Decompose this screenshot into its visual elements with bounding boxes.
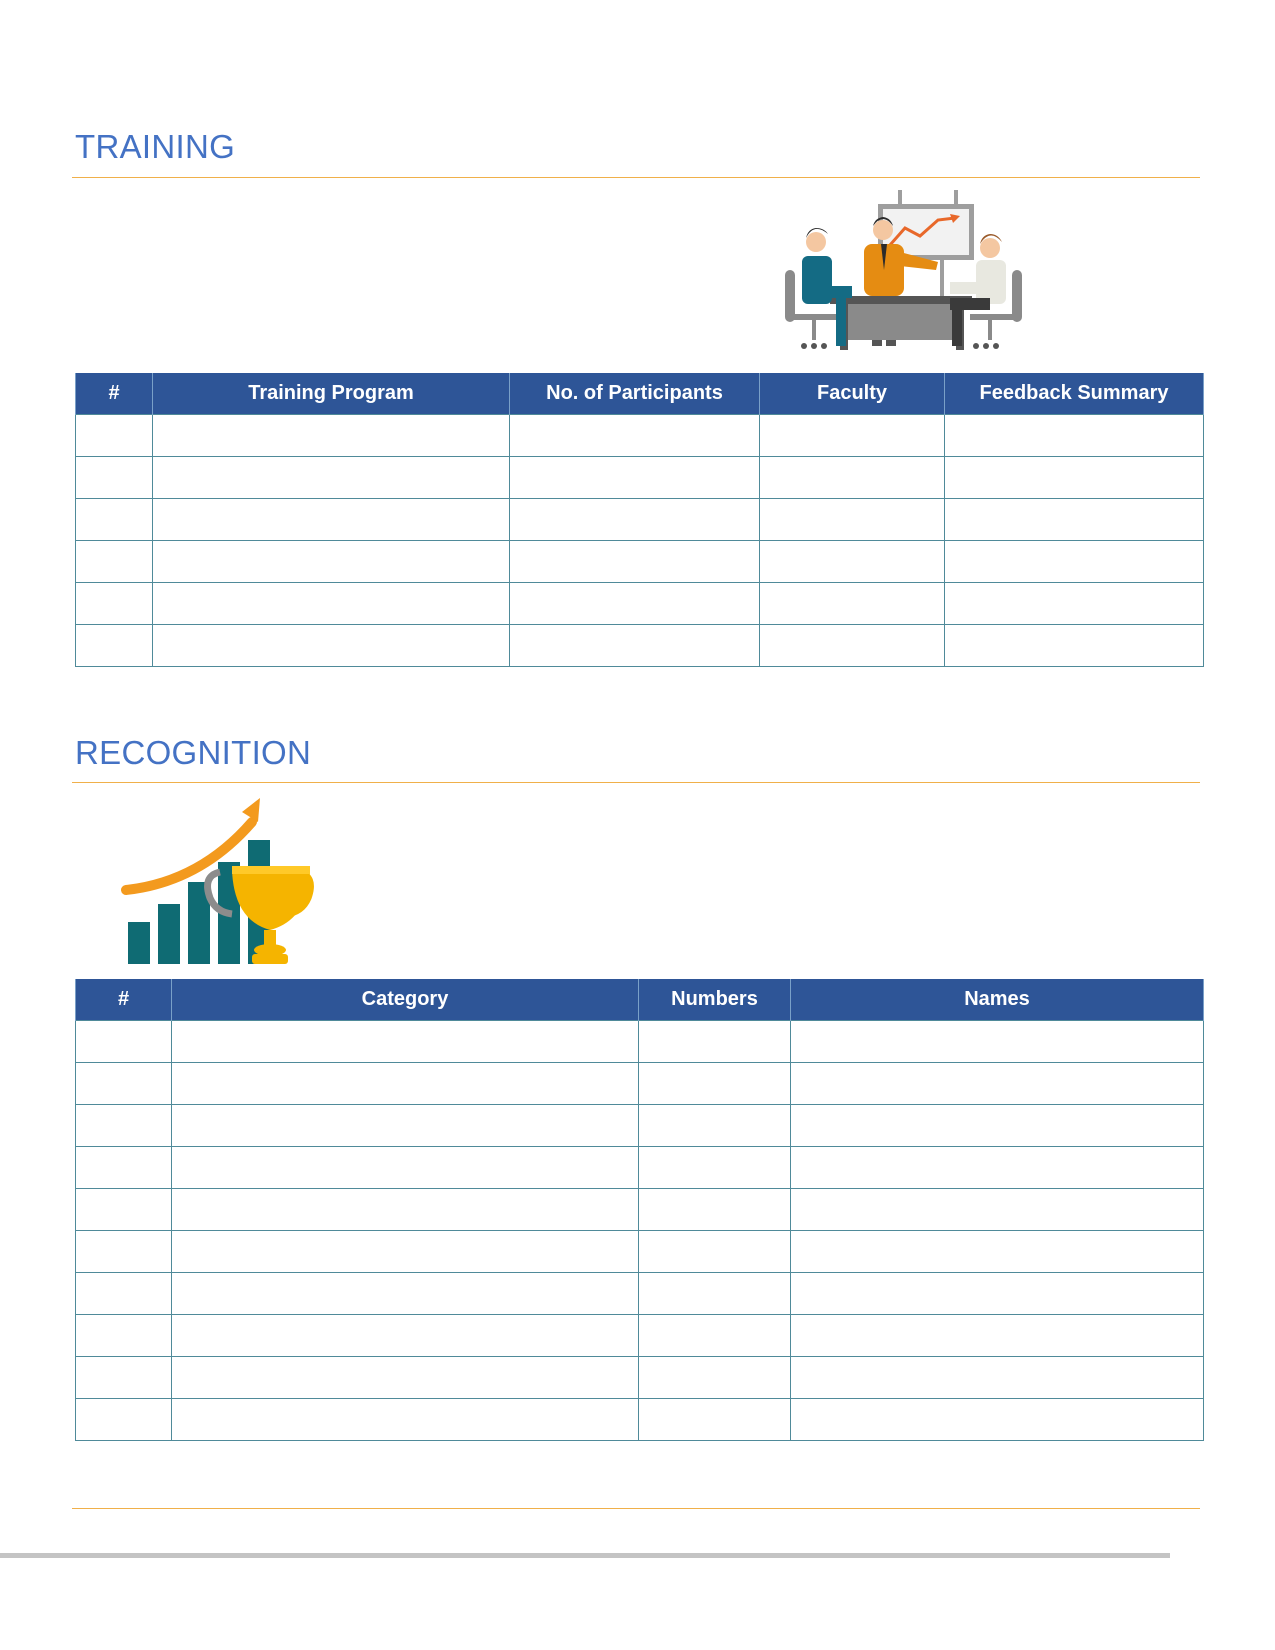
table-cell[interactable] xyxy=(76,1399,172,1441)
table-cell[interactable] xyxy=(791,1147,1204,1189)
training-title: TRAINING xyxy=(75,128,236,165)
table-cell[interactable] xyxy=(760,457,945,499)
table-cell[interactable] xyxy=(639,1147,791,1189)
table-cell[interactable] xyxy=(153,499,510,541)
recognition-table xyxy=(75,979,1204,1441)
table-row xyxy=(76,1273,1204,1315)
table-cell[interactable] xyxy=(639,1105,791,1147)
col-header-training-program: Training Program xyxy=(153,373,510,415)
table-cell[interactable] xyxy=(76,1105,172,1147)
table-cell[interactable] xyxy=(945,541,1204,583)
table-cell[interactable] xyxy=(791,1273,1204,1315)
table-cell[interactable] xyxy=(510,625,760,667)
training-table-header xyxy=(76,373,1204,415)
col-header-participants: No. of Participants xyxy=(510,373,760,415)
trophy-growth-chart-icon xyxy=(120,792,340,967)
table-row xyxy=(76,1105,1204,1147)
table-row xyxy=(76,457,1204,499)
col-header-names: Names xyxy=(791,979,1204,1021)
table-cell[interactable] xyxy=(760,541,945,583)
col-header-category: Category xyxy=(172,979,639,1021)
table-cell[interactable] xyxy=(639,1315,791,1357)
table-cell[interactable] xyxy=(172,1105,639,1147)
table-row xyxy=(76,499,1204,541)
table-cell[interactable] xyxy=(760,415,945,457)
table-cell[interactable] xyxy=(76,1021,172,1063)
table-row xyxy=(76,1063,1204,1105)
recognition-table-header xyxy=(76,979,1204,1021)
table-cell[interactable] xyxy=(510,541,760,583)
table-cell[interactable] xyxy=(639,1357,791,1399)
table-cell[interactable] xyxy=(510,499,760,541)
table-row xyxy=(76,1231,1204,1273)
table-cell[interactable] xyxy=(791,1231,1204,1273)
table-cell[interactable] xyxy=(172,1399,639,1441)
table-cell[interactable] xyxy=(76,1357,172,1399)
col-header-number: # xyxy=(76,979,172,1021)
table-cell[interactable] xyxy=(76,1063,172,1105)
table-cell[interactable] xyxy=(791,1399,1204,1441)
table-cell[interactable] xyxy=(172,1357,639,1399)
table-cell[interactable] xyxy=(153,625,510,667)
table-cell[interactable] xyxy=(76,499,153,541)
table-row xyxy=(76,625,1204,667)
table-cell[interactable] xyxy=(76,541,153,583)
table-cell[interactable] xyxy=(945,457,1204,499)
training-divider xyxy=(72,177,1200,178)
table-cell[interactable] xyxy=(153,541,510,583)
table-row xyxy=(76,583,1204,625)
col-header-feedback-summary: Feedback Summary xyxy=(945,373,1204,415)
table-cell[interactable] xyxy=(791,1189,1204,1231)
recognition-divider xyxy=(72,782,1200,783)
col-header-numbers: Numbers xyxy=(639,979,791,1021)
page-bottom-bar xyxy=(0,1553,1170,1558)
table-cell[interactable] xyxy=(639,1189,791,1231)
table-cell[interactable] xyxy=(760,625,945,667)
table-cell[interactable] xyxy=(791,1021,1204,1063)
table-cell[interactable] xyxy=(76,1147,172,1189)
table-cell[interactable] xyxy=(639,1231,791,1273)
table-cell[interactable] xyxy=(760,583,945,625)
table-cell[interactable] xyxy=(945,499,1204,541)
training-table xyxy=(75,373,1204,667)
table-cell[interactable] xyxy=(791,1315,1204,1357)
table-cell[interactable] xyxy=(172,1063,639,1105)
table-cell[interactable] xyxy=(510,583,760,625)
table-cell[interactable] xyxy=(945,625,1204,667)
table-cell[interactable] xyxy=(153,457,510,499)
table-cell[interactable] xyxy=(76,1273,172,1315)
table-cell[interactable] xyxy=(791,1105,1204,1147)
table-row xyxy=(76,1399,1204,1441)
table-cell[interactable] xyxy=(760,499,945,541)
meeting-presentation-icon xyxy=(780,190,1030,370)
table-cell[interactable] xyxy=(510,415,760,457)
table-cell[interactable] xyxy=(76,625,153,667)
table-cell[interactable] xyxy=(76,1231,172,1273)
table-cell[interactable] xyxy=(153,583,510,625)
table-cell[interactable] xyxy=(639,1273,791,1315)
table-cell[interactable] xyxy=(172,1273,639,1315)
col-header-number: # xyxy=(76,373,153,415)
table-cell[interactable] xyxy=(76,415,153,457)
table-cell[interactable] xyxy=(172,1315,639,1357)
table-cell[interactable] xyxy=(791,1357,1204,1399)
table-cell[interactable] xyxy=(639,1063,791,1105)
table-row xyxy=(76,1147,1204,1189)
table-row xyxy=(76,1189,1204,1231)
table-row xyxy=(76,415,1204,457)
table-cell[interactable] xyxy=(791,1063,1204,1105)
table-cell[interactable] xyxy=(153,415,510,457)
table-row xyxy=(76,541,1204,583)
table-cell[interactable] xyxy=(172,1231,639,1273)
table-cell[interactable] xyxy=(945,415,1204,457)
table-cell[interactable] xyxy=(510,457,760,499)
table-row xyxy=(76,1315,1204,1357)
table-cell[interactable] xyxy=(76,1315,172,1357)
table-cell[interactable] xyxy=(172,1147,639,1189)
table-cell[interactable] xyxy=(639,1021,791,1063)
table-row xyxy=(76,1021,1204,1063)
footer-divider xyxy=(72,1508,1200,1509)
table-cell[interactable] xyxy=(945,583,1204,625)
table-cell[interactable] xyxy=(172,1021,639,1063)
table-cell[interactable] xyxy=(172,1189,639,1231)
table-cell[interactable] xyxy=(76,583,153,625)
table-row xyxy=(76,1357,1204,1399)
table-cell[interactable] xyxy=(76,1189,172,1231)
table-cell[interactable] xyxy=(76,457,153,499)
col-header-faculty: Faculty xyxy=(760,373,945,415)
recognition-title: RECOGNITION xyxy=(75,734,312,771)
table-cell[interactable] xyxy=(639,1399,791,1441)
